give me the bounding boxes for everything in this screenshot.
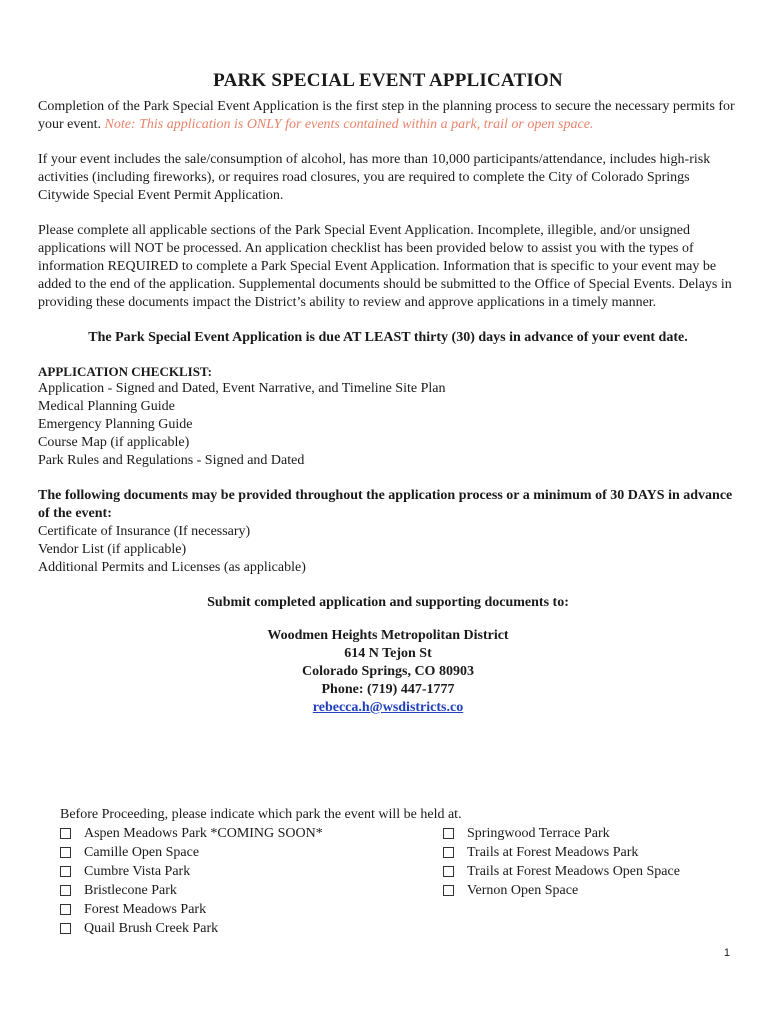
instructions-paragraph: Please complete all applicable sections of the Park Special Event Application. Incomplete, illegible, and/or unsigned applications will NOT be processed. An application checklist has been provided below to assist you with the types of information REQUIRED to complete a Park Special Event Application. Information that is specific to your event may be added to the end of the application. Supplemental documents should be submitted to the Office of Special Events. Delays in providing these documents impact the District’s ability to review and approve applications in a timely manner. bbox=[38, 223, 732, 310]
checklist-item: Park Rules and Regulations - Signed and Dated bbox=[38, 453, 305, 468]
park-option-label: Bristlecone Park bbox=[84, 883, 177, 898]
email-link[interactable]: rebecca.h@wsdistricts.co bbox=[312, 700, 464, 715]
checkbox-icon[interactable] bbox=[443, 866, 454, 877]
checkbox-icon[interactable] bbox=[443, 847, 454, 858]
park-selection bbox=[60, 806, 740, 938]
intro-note: Note: This application is ONLY for events contained within a park, trail or open space. bbox=[104, 117, 594, 132]
checklist-item: Medical Planning Guide bbox=[38, 399, 175, 414]
checkbox-icon[interactable] bbox=[443, 828, 454, 839]
checkbox-icon[interactable] bbox=[60, 828, 71, 839]
city-state-zip: Colorado Springs, CO 80903 bbox=[302, 664, 474, 679]
checklist-item: Course Map (if applicable) bbox=[38, 435, 190, 450]
intro-paragraph bbox=[38, 98, 738, 134]
park-option-label: Trails at Forest Meadows Open Space bbox=[467, 864, 680, 879]
document-page bbox=[38, 70, 738, 717]
park-option-quail-brush-creek[interactable] bbox=[60, 919, 443, 938]
checkbox-icon[interactable] bbox=[60, 866, 71, 877]
phone-number: Phone: (719) 447-1777 bbox=[321, 682, 455, 697]
park-option-label: Vernon Open Space bbox=[467, 883, 579, 898]
org-name: Woodmen Heights Metropolitan District bbox=[267, 628, 509, 643]
park-column-right bbox=[443, 824, 680, 938]
park-option-label: Cumbre Vista Park bbox=[84, 864, 191, 879]
citywide-paragraph: If your event includes the sale/consumption of alcohol, has more than 10,000 participants/attendance, includes high-risk activities (including fireworks), or requires road closures, you are required to complete the City of Colorado Springs Citywide Special Event Permit Application. bbox=[38, 152, 711, 203]
park-option-cumbre-vista[interactable] bbox=[60, 862, 443, 881]
checklist-list bbox=[38, 380, 738, 470]
later-doc-item: Certificate of Insurance (If necessary) bbox=[38, 524, 251, 539]
park-option-trails-forest-meadows-park[interactable] bbox=[443, 843, 680, 862]
checklist-item: Application - Signed and Dated, Event Narrative, and Timeline Site Plan bbox=[38, 381, 446, 396]
later-docs-heading: The following documents may be provided throughout the application process or a minimum of 30 DAYS in advance of the event: bbox=[38, 488, 733, 521]
checklist-heading: APPLICATION CHECKLIST: bbox=[38, 364, 212, 379]
checklist-item: Emergency Planning Guide bbox=[38, 417, 193, 432]
park-selection-intro: Before Proceeding, please indicate which park the event will be held at. bbox=[60, 807, 462, 822]
park-option-forest-meadows[interactable] bbox=[60, 900, 443, 919]
park-option-label: Trails at Forest Meadows Park bbox=[467, 845, 639, 860]
mailing-address bbox=[38, 627, 738, 717]
checkbox-icon[interactable] bbox=[60, 847, 71, 858]
park-option-vernon[interactable] bbox=[443, 881, 680, 900]
checkbox-icon[interactable] bbox=[60, 904, 71, 915]
street-address: 614 N Tejon St bbox=[344, 646, 432, 661]
park-option-springwood-terrace[interactable] bbox=[443, 824, 680, 843]
park-column-left bbox=[60, 824, 443, 938]
later-doc-item: Vendor List (if applicable) bbox=[38, 542, 187, 557]
park-option-label: Aspen Meadows Park *COMING SOON* bbox=[84, 826, 323, 841]
later-docs-list bbox=[38, 523, 738, 577]
intro-text: Completion of the Park Special Event Application is the first step in the planning process to secure the necessary permits for your event. bbox=[38, 99, 735, 132]
park-option-label: Springwood Terrace Park bbox=[467, 826, 610, 841]
park-option-trails-forest-meadows-open-space[interactable] bbox=[443, 862, 680, 881]
checkbox-icon[interactable] bbox=[60, 923, 71, 934]
park-option-bristlecone[interactable] bbox=[60, 881, 443, 900]
checkbox-icon[interactable] bbox=[443, 885, 454, 896]
park-option-label: Quail Brush Creek Park bbox=[84, 921, 219, 936]
due-notice: The Park Special Event Application is due AT LEAST thirty (30) days in advance of your event date. bbox=[88, 330, 688, 345]
page-number: 1 bbox=[723, 947, 730, 959]
park-option-label: Forest Meadows Park bbox=[84, 902, 207, 917]
checkbox-icon[interactable] bbox=[60, 885, 71, 896]
park-option-aspen-meadows[interactable] bbox=[60, 824, 443, 843]
park-option-label: Camille Open Space bbox=[84, 845, 200, 860]
later-doc-item: Additional Permits and Licenses (as applicable) bbox=[38, 560, 306, 575]
park-option-camille[interactable] bbox=[60, 843, 443, 862]
submit-heading: Submit completed application and supporting documents to: bbox=[207, 595, 569, 610]
page-title: PARK SPECIAL EVENT APPLICATION bbox=[213, 70, 563, 91]
